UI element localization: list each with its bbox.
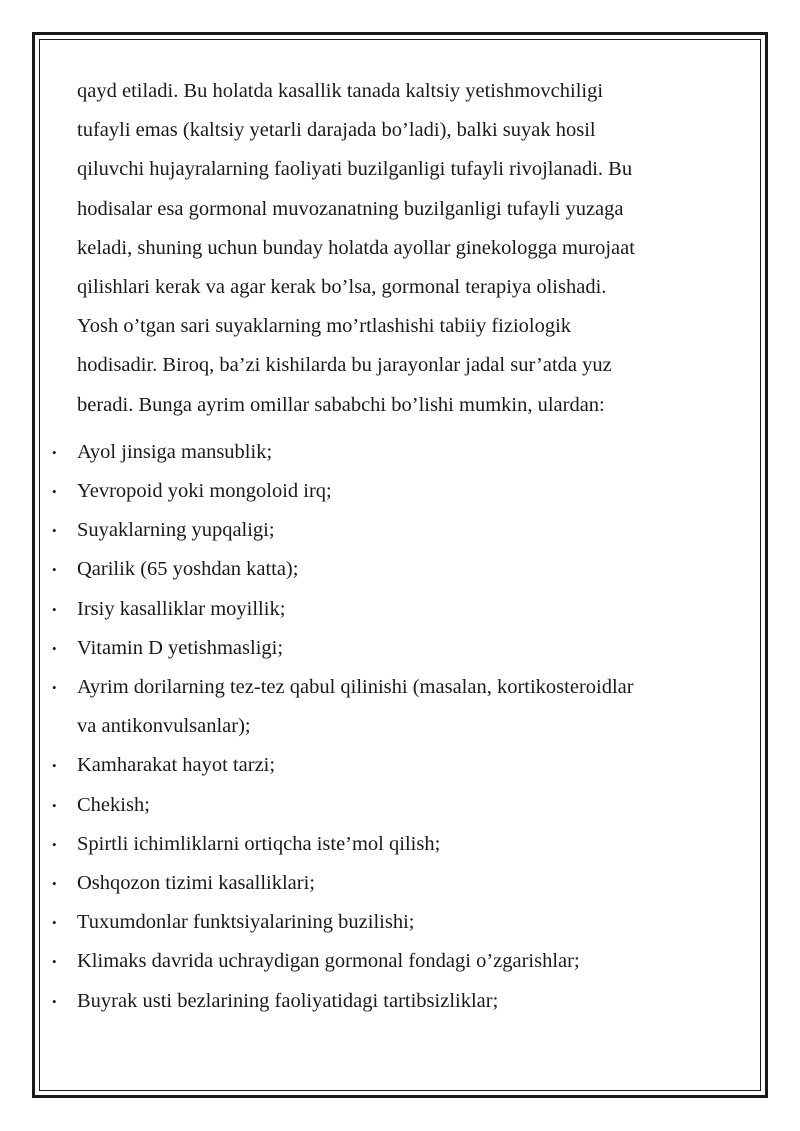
list-item-text: Buyrak usti bezlarining faoliyatidagi tartibsizliklar; <box>77 989 499 1012</box>
bullet-dot-icon: • <box>52 640 57 656</box>
document-body <box>52 72 717 1021</box>
list-item <box>52 825 717 864</box>
bullet-dot-icon: • <box>52 797 57 813</box>
bullet-dot-icon: • <box>52 484 57 500</box>
paragraph-line: Yosh o’tgan sari suyaklarning mo’rtlashishi tabiiy fiziologik <box>77 315 572 338</box>
list-item-text: va antikonvulsanlar); <box>77 715 251 738</box>
list-item-text: Ayrim dorilarning tez-tez qabul qilinishi (masalan, kortikosteroidlar <box>77 676 634 699</box>
bullet-dot-icon: • <box>52 523 57 539</box>
list-item-text: Kamharakat hayot tarzi; <box>77 754 276 777</box>
paragraph-line: hodisalar esa gormonal muvozanatning buzilganligi tufayli yuzaga <box>77 197 624 220</box>
paragraph-line: hodisadir. Biroq, ba’zi kishilarda bu jarayonlar jadal sur’atda yuz <box>77 354 612 377</box>
list-item <box>52 590 717 629</box>
bullet-dot-icon: • <box>52 444 57 460</box>
list-item <box>52 982 717 1021</box>
list-item <box>52 903 717 942</box>
list-item-text: Oshqozon tizimi kasalliklari; <box>77 872 315 895</box>
bullet-dot-icon: • <box>52 954 57 970</box>
paragraph-line: tufayli emas (kaltsiy yetarli darajada bo’ladi), balki suyak hosil <box>77 119 596 142</box>
bullet-dot-icon: • <box>52 993 57 1009</box>
bullet-dot-icon: • <box>52 680 57 696</box>
bullet-dot-icon: • <box>52 758 57 774</box>
list-item-text: Irsiy kasalliklar moyillik; <box>77 597 286 620</box>
list-item <box>52 786 717 825</box>
list-item <box>52 629 717 668</box>
body-paragraph <box>77 72 717 425</box>
list-item-text: Chekish; <box>77 793 150 816</box>
paragraph-line: beradi. Bunga ayrim omillar sababchi bo’lishi mumkin, ulardan: <box>77 393 605 416</box>
list-item-text: Qarilik (65 yoshdan katta); <box>77 558 299 581</box>
paragraph-line: keladi, shuning uchun bunday holatda ayollar ginekologga murojaat <box>77 236 635 259</box>
list-item <box>52 668 717 707</box>
list-item <box>52 746 717 785</box>
bullet-dot-icon: • <box>52 915 57 931</box>
list-item-text: Yevropoid yoki mongoloid irq; <box>77 480 332 503</box>
list-item <box>52 511 717 550</box>
bullet-dot-icon: • <box>52 876 57 892</box>
list-item <box>52 942 717 981</box>
list-item-text: Suyaklarning yupqaligi; <box>77 519 275 542</box>
paragraph-line: qayd etiladi. Bu holatda kasallik tanada kaltsiy yetishmovchiligi <box>77 80 604 102</box>
list-item-text: Ayol jinsiga mansublik; <box>77 440 273 463</box>
bullet-dot-icon: • <box>52 562 57 578</box>
list-item-text: Spirtli ichimliklarni ortiqcha iste’mol qilish; <box>77 832 441 855</box>
list-item-text: Klimaks davrida uchraydigan gormonal fondagi o’zgarishlar; <box>77 950 580 973</box>
bullet-dot-icon: • <box>52 601 57 617</box>
risk-factor-list <box>52 433 717 1021</box>
list-item-text: Vitamin D yetishmasligi; <box>77 636 284 659</box>
list-item <box>52 433 717 472</box>
list-item-text: Tuxumdonlar funktsiyalarining buzilishi; <box>77 911 415 934</box>
paragraph-line: qiluvchi hujayralarning faoliyati buzilganligi tufayli rivojlanadi. Bu <box>77 158 633 181</box>
paragraph-line: qilishlari kerak va agar kerak bo’lsa, gormonal terapiya olishadi. <box>77 276 607 299</box>
list-item-continuation <box>77 707 717 746</box>
list-item <box>52 550 717 589</box>
list-item <box>52 864 717 903</box>
bullet-dot-icon: • <box>52 836 57 852</box>
list-item <box>52 472 717 511</box>
